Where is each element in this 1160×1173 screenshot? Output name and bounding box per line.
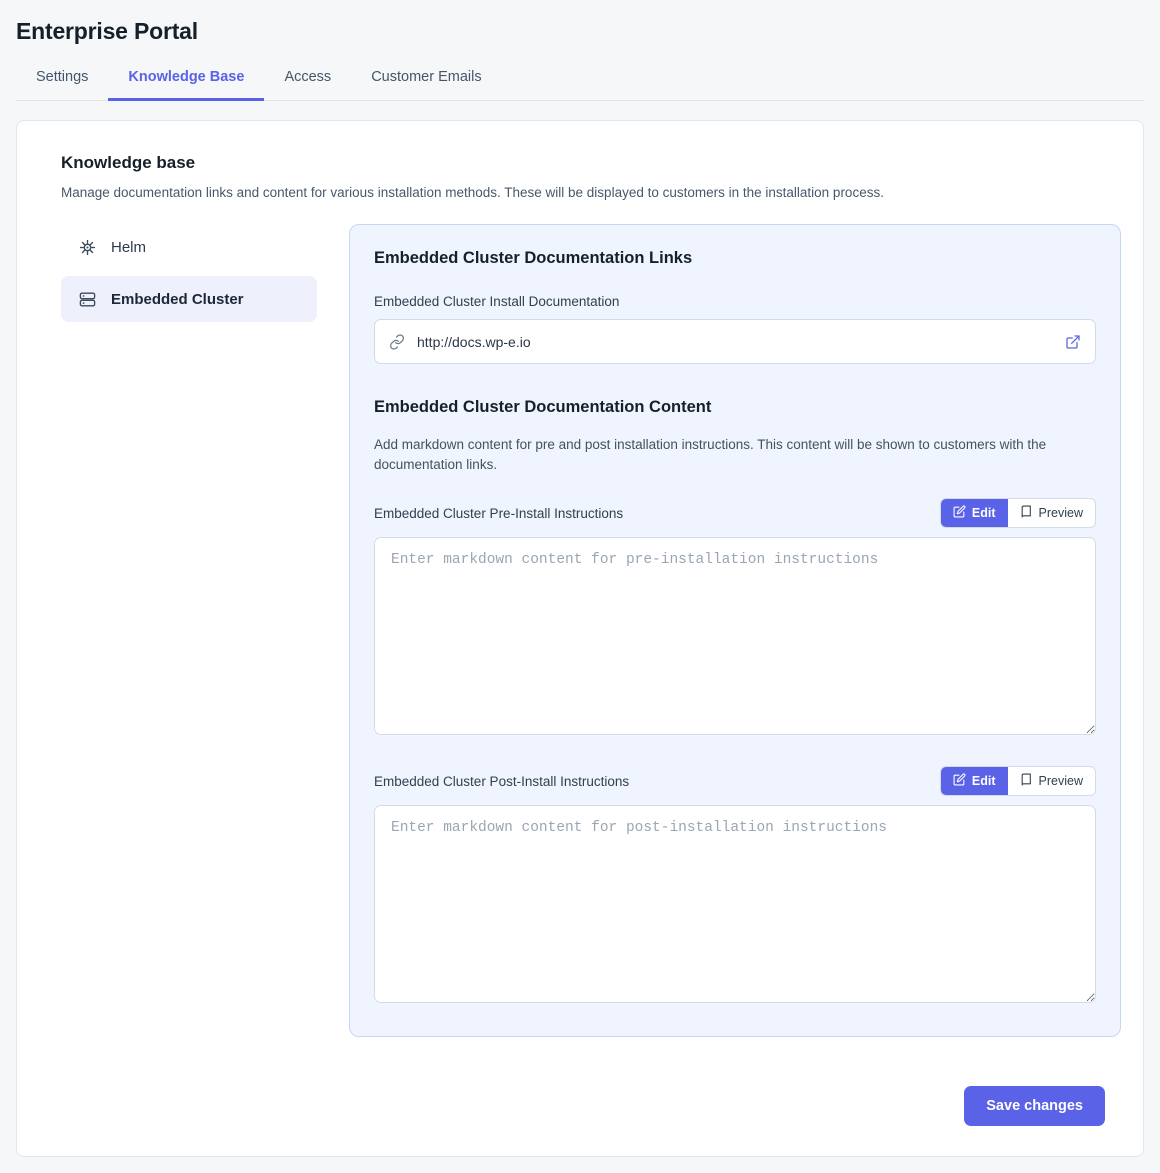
server-stack-icon — [77, 289, 97, 309]
sidebar-item-label: Helm — [111, 238, 147, 256]
install-doc-value: http://docs.wp-e.io — [417, 333, 531, 350]
sidebar-item-helm[interactable] — [61, 224, 317, 270]
sidebar-item-embedded-cluster[interactable] — [61, 276, 317, 322]
sidebar-item-label: Embedded Cluster — [111, 290, 244, 308]
embedded-cluster-panel — [349, 224, 1121, 1037]
tab-knowledge-base[interactable]: Knowledge Base — [108, 61, 264, 101]
tab-bar — [16, 61, 1144, 101]
post-install-textarea[interactable] — [374, 805, 1096, 1003]
pre-install-edit-button[interactable] — [941, 499, 1008, 527]
tab-access[interactable]: Access — [284, 69, 332, 85]
page-title: Enterprise Portal — [16, 18, 198, 44]
documentation-content-description: Add markdown content for pre and post installation instructions. This content will be shown to customers with the documentation links. — [374, 437, 1047, 472]
section-title: Knowledge base — [61, 153, 196, 172]
pre-install-preview-label: Preview — [1038, 506, 1083, 521]
page-header — [0, 0, 1160, 101]
post-install-preview-button[interactable] — [1008, 767, 1095, 795]
post-install-preview-label: Preview — [1038, 774, 1083, 789]
pre-install-header — [374, 498, 1096, 528]
helm-wheel-icon — [77, 237, 97, 257]
save-changes-button[interactable]: Save changes — [964, 1086, 1105, 1126]
documentation-links-heading: Embedded Cluster Documentation Links — [374, 249, 693, 267]
link-icon — [389, 334, 405, 350]
pre-install-label: Embedded Cluster Pre-Install Instructions — [374, 505, 624, 521]
pre-install-textarea[interactable] — [374, 537, 1096, 735]
install-doc-label: Embedded Cluster Install Documentation — [374, 294, 620, 309]
knowledge-base-card — [16, 120, 1144, 1157]
edit-pencil-icon — [953, 773, 966, 789]
preview-book-icon — [1020, 505, 1033, 521]
pre-install-edit-label: Edit — [971, 506, 996, 521]
pre-install-preview-button[interactable] — [1008, 499, 1095, 527]
post-install-label: Embedded Cluster Post-Install Instructions — [374, 773, 630, 789]
install-doc-field[interactable] — [374, 319, 1096, 364]
preview-book-icon — [1020, 773, 1033, 789]
section-subtitle: Manage documentation links and content for various installation methods. These will be displayed to customers in the installation process. — [61, 185, 884, 200]
content-row — [61, 222, 1121, 1037]
post-install-edit-button[interactable] — [941, 767, 1008, 795]
documentation-content-heading: Embedded Cluster Documentation Content — [374, 398, 712, 416]
tab-settings[interactable]: Settings — [36, 69, 89, 85]
post-install-header — [374, 766, 1096, 796]
post-install-edit-label: Edit — [971, 774, 996, 789]
post-install-mode-toggle — [940, 766, 1096, 796]
pre-install-mode-toggle — [940, 498, 1096, 528]
method-sidebar — [61, 222, 317, 328]
tab-customer-emails[interactable]: Customer Emails — [371, 69, 482, 85]
edit-pencil-icon — [953, 505, 966, 521]
card-footer — [964, 1086, 1105, 1126]
external-link-icon[interactable] — [1065, 334, 1081, 350]
